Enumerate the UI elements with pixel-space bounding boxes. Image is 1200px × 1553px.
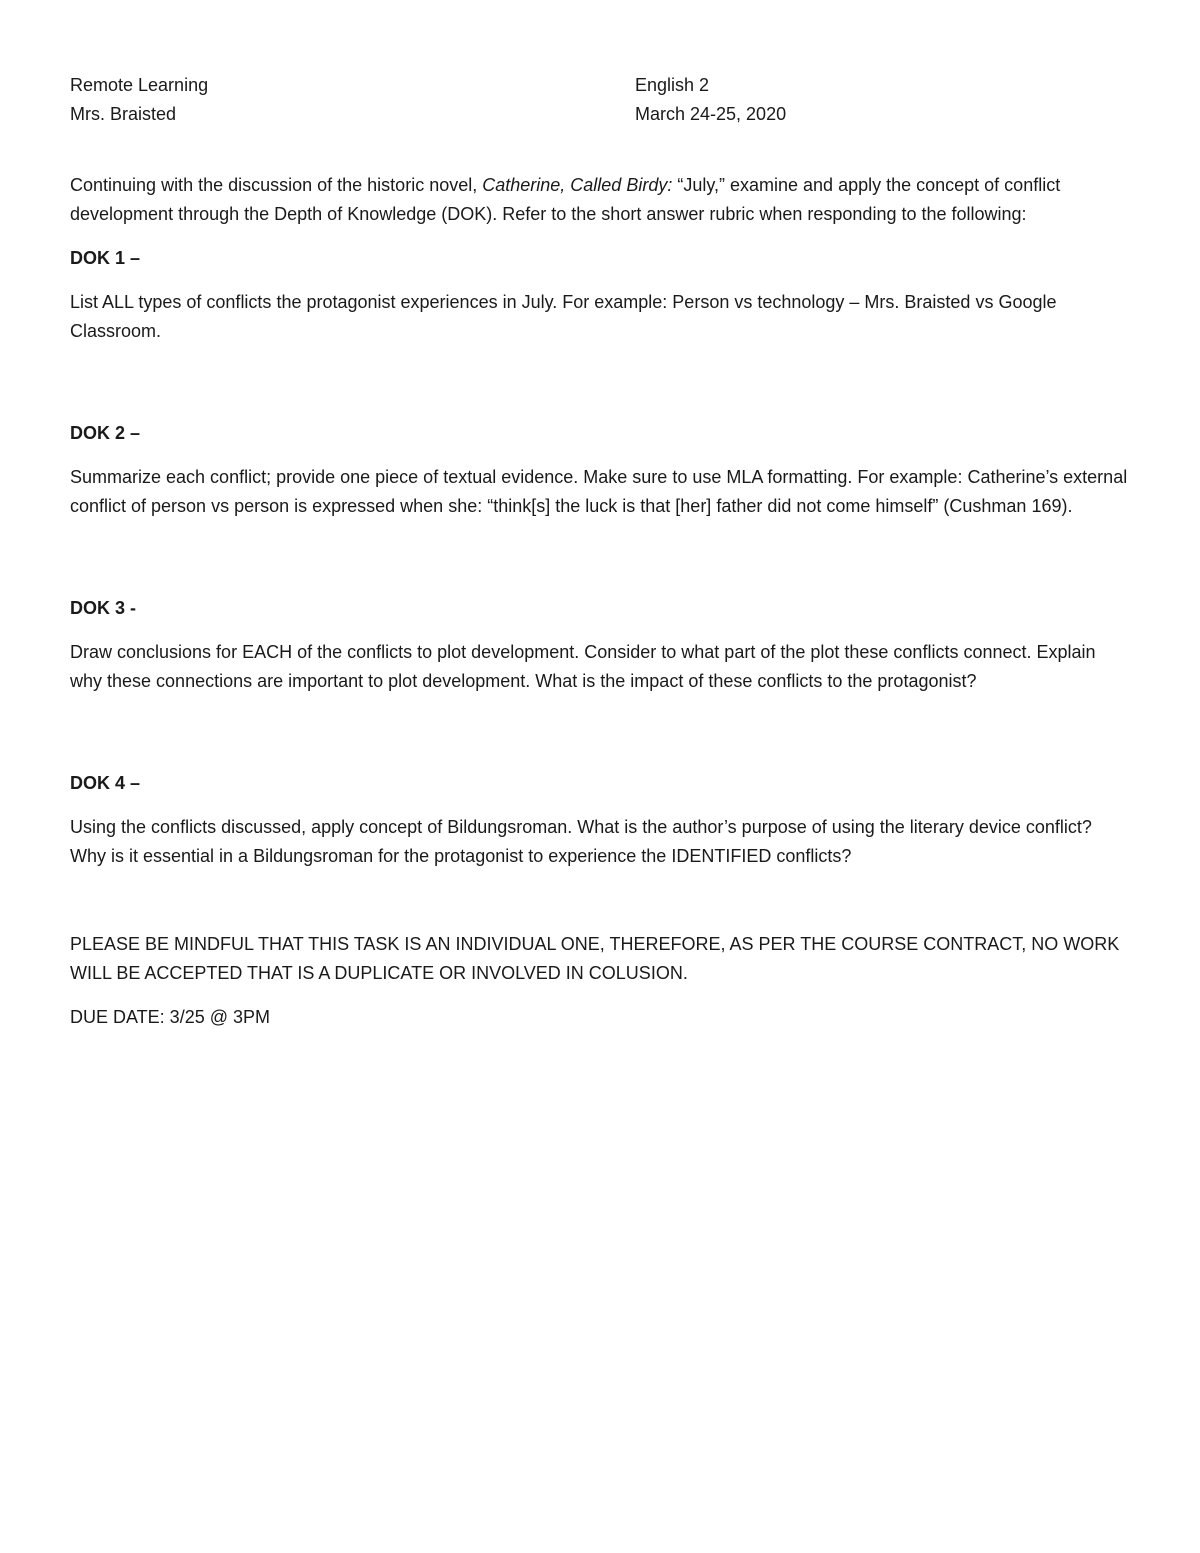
course-name: English 2 xyxy=(635,75,710,95)
intro-paragraph xyxy=(70,171,1130,229)
dok3-heading: DOK 3 - xyxy=(70,598,137,618)
header-row-1 xyxy=(70,71,1130,100)
dok2-body: Summarize each conflict; provide one piece of textual evidence. Make sure to use MLA formatting. For example: Catherine’s external conflict of person vs person is expressed when she: “think[s] the luck is that [her] father did not come himself” (Cushman 169). xyxy=(70,467,1128,516)
intro-text-part2: “July,” examine and apply the concept of conflict development through the Depth of Knowledge (DOK). Refer to the short answer rubric when responding to the following: xyxy=(70,175,1061,224)
intro-text-part1: Continuing with the discussion of the historic novel, xyxy=(70,175,483,195)
document-body xyxy=(70,171,1130,1032)
novel-title: Catherine, Called Birdy: xyxy=(482,175,673,195)
integrity-notice: PLEASE BE MINDFUL THAT THIS TASK IS AN INDIVIDUAL ONE, THEREFORE, AS PER THE COURSE CONTRACT, NO WORK WILL BE ACCEPTED THAT IS A DUPLICATE OR INVOLVED IN COLUSION. xyxy=(70,934,1120,983)
course-type: Remote Learning xyxy=(70,75,209,95)
dok2-heading: DOK 2 – xyxy=(70,423,141,443)
due-date: DUE DATE: 3/25 @ 3PM xyxy=(70,1007,270,1027)
dok1-body: List ALL types of conflicts the protagonist experiences in July. For example: Person vs technology – Mrs. Braisted vs Google Classroom. xyxy=(70,292,1057,341)
spacer xyxy=(70,711,1130,769)
dok3-body: Draw conclusions for EACH of the conflicts to plot development. Consider to what part of the plot these conflicts connect. Explain why these connections are important to plot development. What is the impact of these conflicts to the protagonist? xyxy=(70,642,1096,691)
spacer xyxy=(70,886,1130,930)
spacer xyxy=(70,536,1130,594)
dok4-body: Using the conflicts discussed, apply concept of Bildungsroman. What is the author’s purpose of using the literary device conflict? Why is it essential in a Bildungsroman for the protagonist to experience the IDENTIFIED conflicts? xyxy=(70,817,1092,866)
assignment-date: March 24-25, 2020 xyxy=(635,104,787,124)
header-row-2 xyxy=(70,100,1130,129)
dok1-heading: DOK 1 – xyxy=(70,248,141,268)
dok4-heading: DOK 4 – xyxy=(70,773,141,793)
document-header xyxy=(70,71,1130,129)
spacer xyxy=(70,361,1130,419)
teacher-name: Mrs. Braisted xyxy=(70,104,177,124)
